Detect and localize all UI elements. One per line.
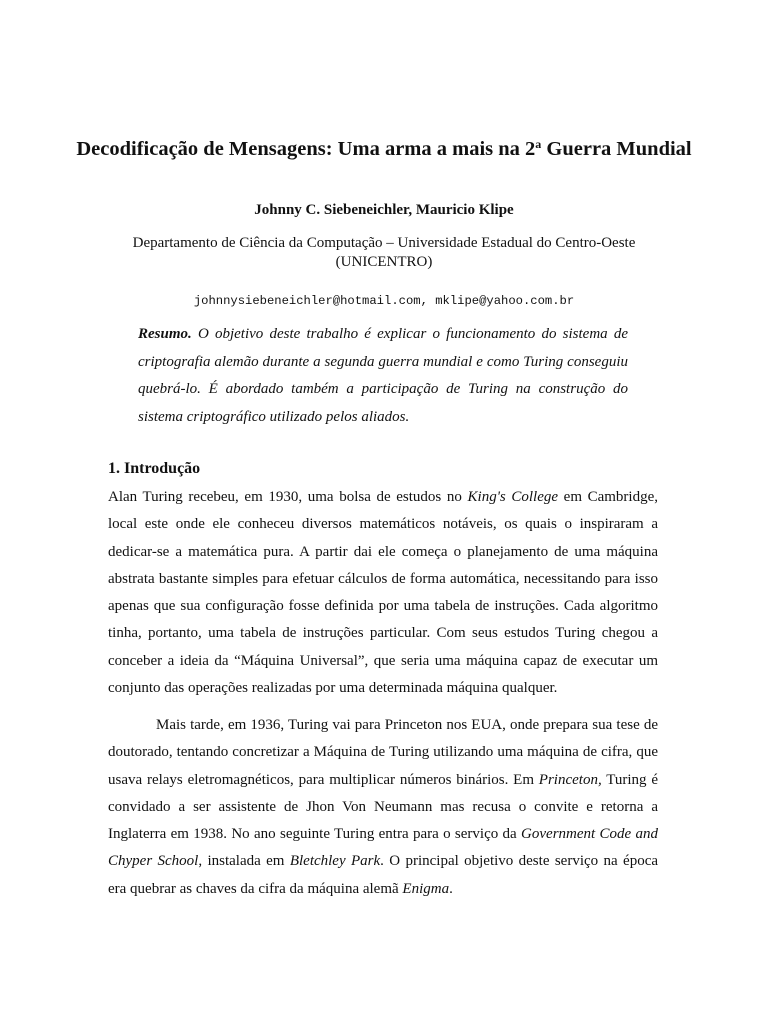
p2-text-4: . O principal objetivo deste serviço na época era quebrar as chaves da cifra da máquina alemã	[108, 853, 659, 897]
abstract-label: Resumo.	[138, 326, 192, 342]
affiliation-line-1: Departamento de Ciência da Computação – Universidade Estadual do Centro-Oeste	[132, 235, 636, 251]
p2-text-2: Turing é convidado a ser assistente de Jhon Von Neumann mas recusa o convite e retorna a Inglaterra em 1938. No ano seguinte Turing entra para o serviço da	[108, 771, 658, 843]
paper-affiliation	[60, 234, 708, 272]
paper-authors: Johnny C. Siebeneichler, Mauricio Klipe	[254, 202, 514, 218]
intro-paragraph-1	[108, 484, 658, 702]
title-ordinal-superscript: a	[535, 137, 542, 151]
p1-italic-kings-college: King's College	[467, 489, 559, 505]
p2-text-1: Mais tarde, em 1936, Turing vai para Princeton nos EUA, onde prepara sua tese de doutorado, tentando concretizar a Máquina de Turing utilizando uma máquina de cifra, que usava relays eletromagnéticos, para multiplicar números binários. Em	[108, 717, 658, 788]
title-main-text: Decodificação de Mensagens: Uma arma a mais na 2	[76, 138, 536, 160]
author-emails: johnnysiebeneichler@hotmail.com, mklipe@yahoo.com.br	[193, 294, 575, 308]
p2-text-3: , instalada em	[198, 853, 290, 870]
p2-text-5: .	[449, 880, 453, 897]
p1-text-1: Alan Turing recebeu, em 1930, uma bolsa de estudos no	[108, 489, 468, 505]
affiliation-line-2: (UNICENTRO)	[335, 254, 433, 270]
p1-text-2: em Cambridge, local este onde ele conheceu diversos matemáticos notáveis, os quais o inspiraram a dedicar-se a matemática pura. A partir dai ele começa o planejamento de uma máquina abstrata bastante simples para efetuar cálculos de forma automática, necessitando para isso apenas que sua configuração fosse definida por uma tabela de instruções. Cada algoritmo tinha, portanto, uma tabela de instruções particular. Com seus estudos Turing chegou a conceber a ideia da “Máquina Universal”, que seria uma máquina capaz de executar um conjunto das operações realizadas por uma determinada máquina qualquer.	[108, 489, 659, 697]
p2-italic-princeton: Princeton,	[538, 771, 602, 788]
p2-italic-enigma: Enigma	[402, 880, 450, 897]
abstract	[138, 321, 628, 431]
abstract-text: O objetivo deste trabalho é explicar o funcionamento do sistema de criptografia alemão durante a segunda guerra mundial e como Turing conseguiu quebrá-lo. É abordado também a participação de Turing na construção do sistema criptográfico utilizado pelos aliados.	[138, 326, 628, 425]
section-heading-introducao: 1. Introdução	[108, 460, 201, 477]
p2-italic-gccs: Government Code and Chyper School	[108, 826, 659, 870]
title-end-text: Guerra Mundial	[541, 138, 692, 160]
intro-paragraph-2	[108, 712, 658, 903]
paper-title	[60, 137, 708, 161]
p2-italic-bletchley-park: Bletchley Park	[289, 853, 381, 870]
